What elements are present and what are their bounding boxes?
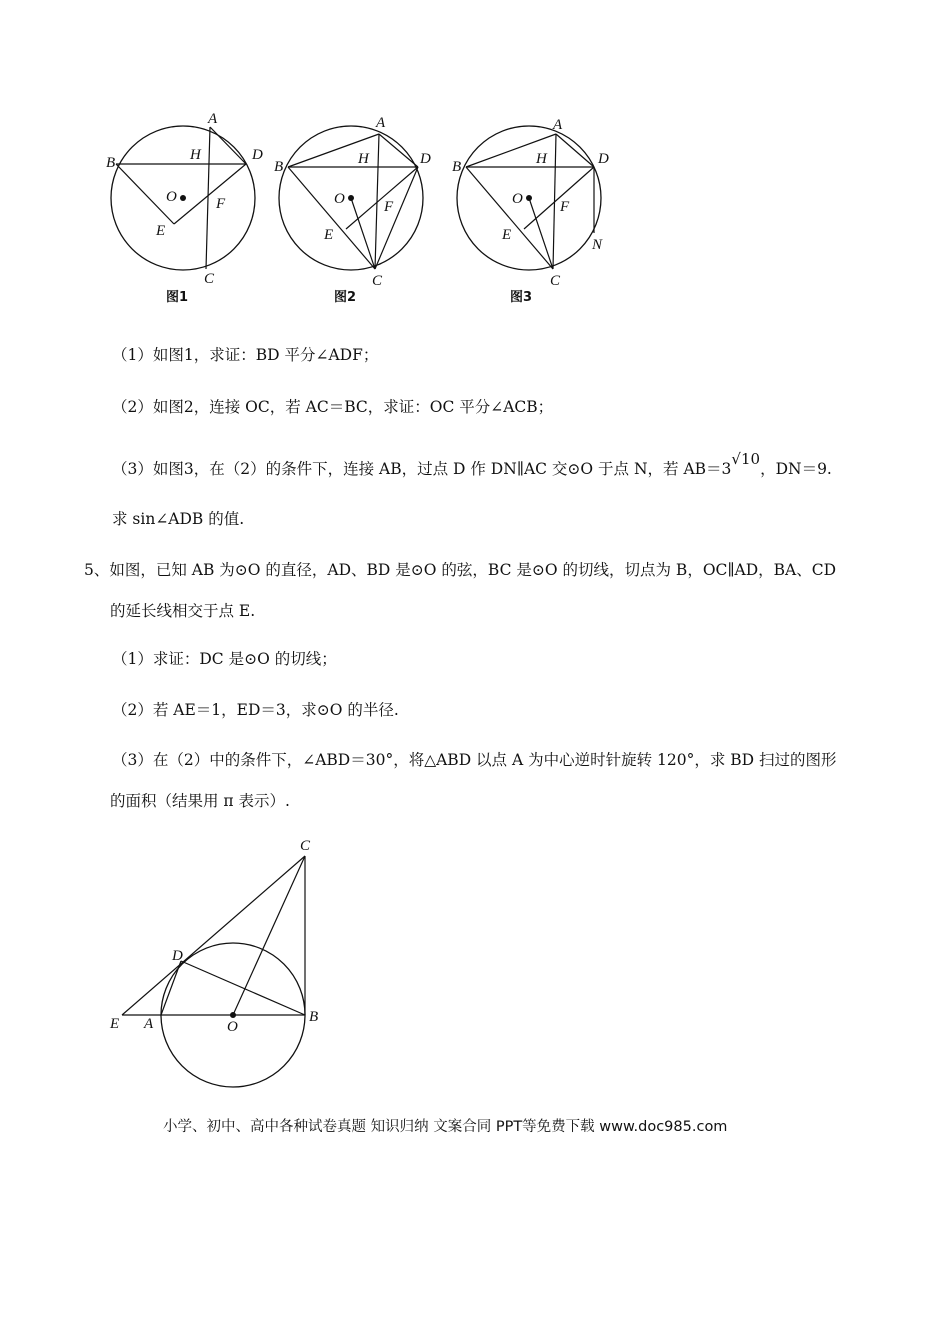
label-O: O (227, 1019, 238, 1035)
footer-text: 小学、初中、高中各种试卷真题 知识归纳 文案合同 PPT等免费下载 www.doc985.com (163, 1119, 728, 1135)
q4-part3-text-b: ，DN＝9. (760, 460, 832, 478)
q4-part3-line1 (112, 450, 832, 480)
caption-fig2: 图2 (334, 290, 357, 305)
q4-part3-line2: 求 sin∠ADB 的值. (112, 510, 245, 528)
label-A: A (376, 115, 386, 131)
label-C: C (372, 273, 383, 289)
label-A: A (144, 1016, 154, 1032)
label-B: B (274, 159, 284, 175)
q4-part3-text-a: （3）如图3，在（2）的条件下，连接 AB，过点 D 作 DN∥AC 交⊙O 于点 N，若 AB＝3 (112, 460, 732, 478)
q4-part1: （1）如图1，求证：BD 平分∠ADF； (112, 346, 379, 364)
label-F: F (384, 199, 394, 215)
label-D: D (172, 948, 183, 964)
q5-part3-line2: 的面积（结果用 π 表示）. (110, 792, 290, 810)
label-D: D (252, 147, 263, 163)
label-C: C (550, 273, 561, 289)
label-H: H (536, 151, 547, 167)
caption-fig3: 图3 (510, 290, 533, 305)
label-E: E (110, 1016, 120, 1032)
q4-part2: （2）如图2，连接 OC，若 AC＝BC，求证：OC 平分∠ACB； (112, 398, 554, 416)
label-D: D (420, 151, 431, 167)
figure-q5 (100, 830, 340, 1095)
label-B: B (309, 1009, 319, 1025)
label-D: D (598, 151, 609, 167)
label-A: A (553, 117, 563, 133)
label-O: O (512, 191, 523, 207)
figure-1 (100, 105, 280, 310)
label-H: H (190, 147, 201, 163)
label-B: B (452, 159, 462, 175)
label-F: F (216, 196, 226, 212)
label-E: E (156, 223, 166, 239)
label-O: O (334, 191, 345, 207)
figure-3 (446, 105, 626, 310)
label-H: H (358, 151, 369, 167)
label-N: N (592, 237, 603, 253)
q5-part1: （1）求证：DC 是⊙O 的切线； (112, 650, 337, 668)
q5-stem-line2: 的延长线相交于点 E. (110, 602, 256, 620)
label-C: C (300, 838, 311, 854)
label-A: A (208, 111, 218, 127)
label-C: C (204, 271, 215, 287)
q5-stem-line1: 5、如图，已知 AB 为⊙O 的直径，AD、BD 是⊙O 的弦，BC 是⊙O 的切线，切点为 B，OC∥AD，BA、CD (84, 561, 837, 579)
figure-2 (268, 105, 448, 310)
label-B: B (106, 155, 116, 171)
q5-part2: （2）若 AE＝1，ED＝3，求⊙O 的半径. (112, 701, 399, 719)
caption-fig1: 图1 (166, 290, 189, 305)
label-E: E (324, 227, 334, 243)
sqrt-10: √10 (731, 450, 761, 468)
q5-part3-line1: （3）在（2）中的条件下，∠ABD＝30°，将△ABD 以点 A 为中心逆时针旋转 120°，求 BD 扫过的图形 (112, 751, 837, 769)
label-F: F (560, 199, 570, 215)
label-O: O (166, 189, 177, 205)
label-E: E (502, 227, 512, 243)
